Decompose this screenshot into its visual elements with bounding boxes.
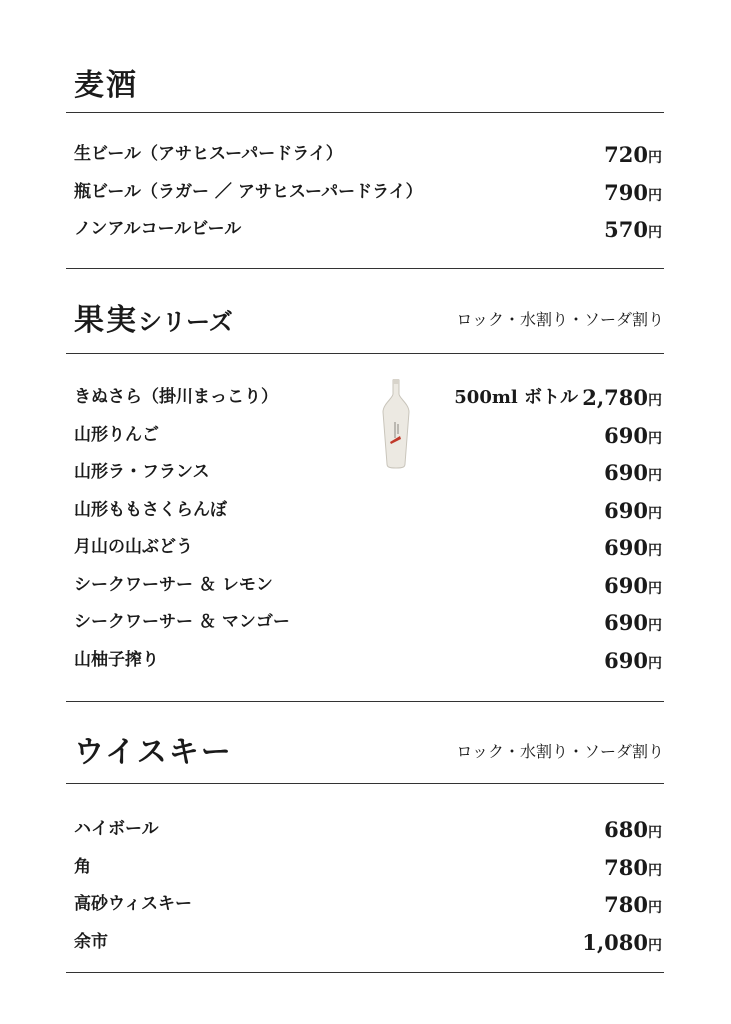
price-unit: 円 — [648, 900, 662, 916]
section-whisky — [66, 732, 664, 963]
section-subtitle: ロック・水割り・ソーダ割り — [456, 742, 664, 761]
menu-item — [66, 494, 664, 532]
item-name: 山形ももさくらんぼ — [74, 499, 227, 520]
section-title: 果実シリーズ — [74, 303, 233, 338]
item-name: 山形りんご — [74, 424, 159, 445]
item-name: 余市 — [74, 931, 108, 952]
section-subtitle: ロック・水割り・ソーダ割り — [456, 310, 664, 329]
item-name: 山形ラ・フランス — [74, 462, 210, 482]
item-note: 500ml ボトル — [454, 387, 578, 408]
section-header — [66, 300, 664, 342]
item-name: きぬさら（掛川まっこり） — [74, 387, 278, 407]
item-price: 690円 — [604, 610, 662, 635]
item-price: 690円 — [604, 460, 662, 485]
item-price: 690円 — [604, 497, 662, 523]
menu-item — [66, 851, 664, 889]
item-price: 1,080円 — [582, 929, 662, 955]
item-price: 690円 — [604, 572, 662, 598]
price-unit: 円 — [648, 225, 662, 241]
item-name: 生ビール（アサヒスーパードライ） — [74, 144, 343, 164]
menu-item — [66, 419, 664, 457]
item-name: 瓶ビール（ラガー ／ アサヒスーパードライ） — [74, 181, 423, 202]
menu-item — [66, 456, 664, 494]
section-beer — [66, 65, 664, 251]
price-unit: 円 — [648, 543, 662, 559]
menu-item — [66, 138, 664, 176]
item-price: 690円 — [604, 647, 662, 673]
price-unit: 円 — [648, 580, 662, 597]
section-title: ウイスキー — [74, 735, 233, 770]
item-price: 780円 — [604, 892, 662, 917]
menu-item — [66, 213, 664, 251]
item-price: 780円 — [604, 854, 662, 880]
menu-item — [66, 926, 664, 964]
section-fruit-series — [66, 300, 664, 681]
menu-item — [66, 176, 664, 214]
item-price: 690円 — [604, 535, 662, 560]
item-price: 690円 — [604, 422, 662, 448]
price-unit: 円 — [648, 937, 662, 954]
price-unit: 円 — [648, 655, 662, 672]
price-unit: 円 — [648, 468, 662, 484]
item-list — [66, 113, 664, 251]
item-name: シークワーサー ＆ レモン — [74, 574, 273, 595]
item-price: 2,780円 — [582, 385, 662, 410]
item-name: 山柚子搾り — [74, 649, 159, 670]
section-end-divider — [66, 268, 664, 269]
menu-item — [66, 606, 664, 644]
price-unit: 円 — [648, 187, 662, 204]
price-unit: 円 — [648, 825, 662, 841]
menu-item — [66, 381, 664, 419]
price-unit: 円 — [648, 430, 662, 447]
price-unit: 円 — [648, 393, 662, 409]
item-name: ノンアルコールビール — [74, 219, 242, 239]
item-name: 角 — [74, 856, 91, 877]
menu-item — [66, 569, 664, 607]
item-name: ハイボール — [74, 819, 159, 839]
menu-item — [66, 531, 664, 569]
section-end-divider — [66, 701, 664, 702]
item-price: 790円 — [604, 179, 662, 205]
section-end-divider — [66, 972, 664, 973]
price-unit: 円 — [648, 618, 662, 634]
section-header — [66, 732, 664, 774]
price-unit: 円 — [648, 862, 662, 879]
price-unit: 円 — [648, 150, 662, 166]
menu-item — [66, 644, 664, 682]
item-list — [66, 354, 664, 681]
section-title: 麦酒 — [74, 68, 138, 103]
price-unit: 円 — [648, 505, 662, 522]
item-price: 680円 — [604, 817, 662, 842]
item-price: 570円 — [604, 217, 662, 242]
section-header — [66, 65, 664, 107]
item-name: 高砂ウィスキー — [74, 894, 192, 914]
menu-item — [66, 813, 664, 851]
item-price: 720円 — [604, 142, 662, 167]
item-name: シークワーサー ＆ マンゴー — [74, 612, 290, 632]
item-name: 月山の山ぶどう — [74, 537, 193, 557]
item-list — [66, 784, 664, 963]
menu-item — [66, 888, 664, 926]
